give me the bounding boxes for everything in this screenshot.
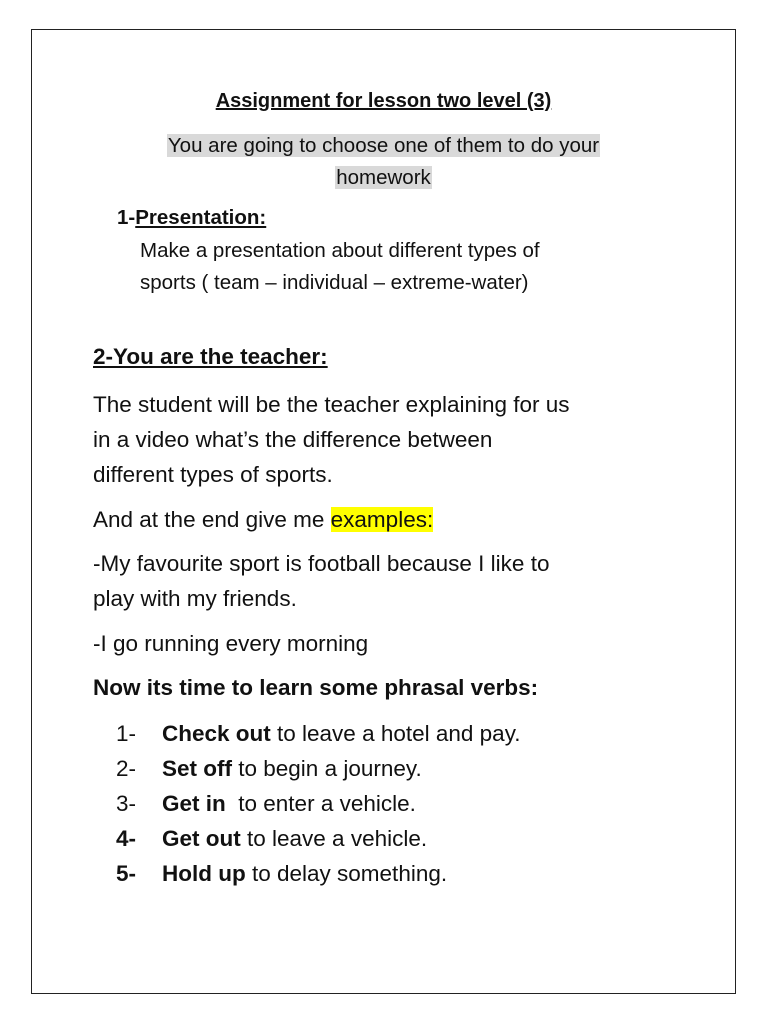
option1-heading (117, 206, 266, 230)
assignment-title: Assignment for lesson two level (3) (215, 90, 552, 112)
phrasal-definition: to delay something. (245, 861, 448, 886)
phrasal-definition: to leave a vehicle. (240, 826, 428, 851)
phrasal-verb: Check out (162, 721, 271, 746)
example-1 (93, 546, 549, 616)
list-number: 2- (116, 756, 137, 781)
option2-paragraph (93, 387, 570, 492)
list-number: 4- (116, 826, 137, 851)
instruction-line-2: homework (336, 166, 431, 189)
phrasal-verb: Hold up (162, 861, 246, 886)
examples-intro (93, 502, 433, 537)
phrasal-definition: to leave a hotel and pay. (270, 721, 521, 746)
phrasal-definition: to enter a vehicle. (225, 791, 416, 816)
example-1-line-2: play with my friends. (93, 586, 297, 611)
list-number: 5- (116, 861, 137, 886)
phrasal-verb: Set off (162, 756, 232, 781)
document-page (31, 29, 736, 994)
instruction (32, 130, 735, 194)
example-2: -I go running every morning (93, 631, 369, 656)
instruction-line-1: You are going to choose one of them to do your (167, 134, 600, 157)
option2-heading: 2-You are the teacher: (93, 344, 328, 369)
example-1-line-1: -My favourite sport is football because I like to (93, 551, 550, 576)
option1-line-1: Make a presentation about different types of (140, 239, 540, 262)
phrasal-verb: Get in (162, 791, 226, 816)
list-item (116, 821, 427, 856)
examples-prefix: And at the end give me (93, 507, 331, 532)
examples-highlight: examples: (330, 507, 434, 532)
list-item (116, 856, 447, 891)
option2-line-2: in a video what’s the difference between (93, 427, 493, 452)
option1-description (140, 235, 540, 299)
list-item (116, 716, 521, 751)
phrasal-verb: Get out (162, 826, 241, 851)
option2-line-1: The student will be the teacher explaining for us (93, 392, 570, 417)
list-item (116, 786, 416, 821)
phrasal-verbs-heading: Now its time to learn some phrasal verbs: (93, 675, 539, 700)
phrasal-definition: to begin a journey. (232, 756, 422, 781)
list-number: 1- (116, 721, 137, 746)
list-item (116, 751, 422, 786)
option1-line-2: sports ( team – individual – extreme-water) (140, 271, 529, 294)
option2-line-3: different types of sports. (93, 462, 333, 487)
list-number: 3- (116, 791, 137, 816)
option1-number: 1- (117, 206, 136, 229)
option1-title: Presentation: (135, 206, 267, 229)
